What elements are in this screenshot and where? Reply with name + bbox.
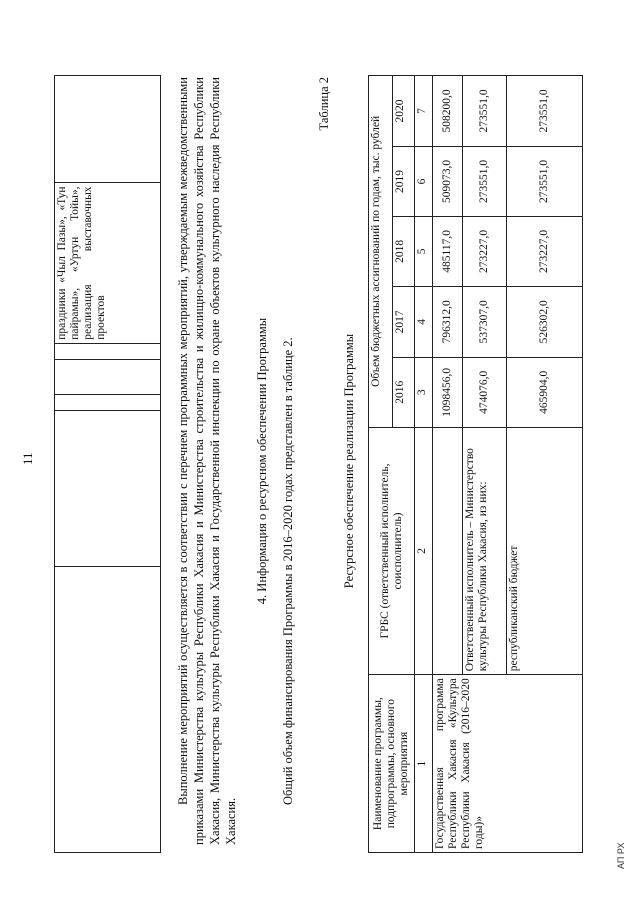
top-cell-1	[55, 567, 161, 853]
value-cell: 526302,0	[507, 286, 583, 357]
header-year: 2016	[393, 357, 415, 427]
value-cell: 537307,0	[463, 286, 507, 357]
value-cell: 273551,0	[463, 76, 507, 147]
column-number: 6	[415, 146, 433, 216]
header-year: 2017	[393, 286, 415, 357]
value-cell: 273551,0	[463, 146, 507, 216]
grbs-cell: республиканский бюджет	[507, 427, 583, 675]
header-budget: Объем бюджетных ассигнований по годам, тыс. рублей	[369, 76, 393, 428]
top-cell-2	[55, 411, 161, 567]
top-cell-7	[55, 76, 161, 183]
page-number: 11	[20, 452, 35, 465]
column-number: 1	[415, 675, 433, 853]
top-cell-5	[55, 343, 161, 359]
paragraph-implementation: Выполнение мероприятий осуществляется в соответствии с перечнем программных мероприятий, утверждаемым межведомственными приказами Министерства культуры Республики Хакасия и Министерства строительства и жилищно-коммунального хозяйства Республики Хакасия, Министерства культуры Республики Хакасия и Государственной инспекции по охране объектов культурного наследия Республики Хакасия.	[176, 77, 238, 845]
side-mark: АП РХ	[616, 842, 626, 869]
header-program-name: Наименование программы, подпрограммы, основного мероприятия	[369, 675, 415, 853]
column-number: 4	[415, 286, 433, 357]
table-title: Ресурсное обеспечение реализации Программы	[342, 333, 356, 589]
value-cell: 474076,0	[463, 357, 507, 427]
column-number: 5	[415, 216, 433, 286]
header-year: 2020	[393, 76, 415, 147]
header-grbs: ГРБС (ответственный исполнитель, соисполнитель)	[369, 427, 415, 675]
grbs-cell: Ответственный исполнитель – Министерство культуры Республики Хакасия, из них:	[463, 427, 507, 675]
paragraph-financing: Общий объем финансирования Программы в 2016–2020 годах представлен в таблице 2.	[281, 337, 295, 805]
table-row	[433, 76, 463, 853]
value-cell: 1098456,0	[433, 357, 463, 427]
column-number: 3	[415, 357, 433, 427]
top-cell-4	[55, 360, 161, 395]
value-cell: 273551,0	[507, 146, 583, 216]
resource-table	[368, 75, 583, 853]
column-number: 2	[415, 427, 433, 675]
column-number: 7	[415, 76, 433, 147]
value-cell: 273227,0	[463, 216, 507, 286]
value-cell: 509073,0	[433, 146, 463, 216]
grbs-cell	[433, 427, 463, 675]
header-year: 2018	[393, 216, 415, 286]
program-name-cell: Государственная программа Республики Хакасия «Культура Республики Хакасия (2016–2020 годы)»	[433, 675, 583, 853]
top-continuation-table	[54, 75, 161, 853]
top-cell-3	[55, 394, 161, 410]
value-cell: 273227,0	[507, 216, 583, 286]
top-cell-events: праздники «Чыл Пазы», «Тун пайрамы», «Уртун Тойы», реализация выставочных проектов	[55, 183, 161, 343]
value-cell: 485117,0	[433, 216, 463, 286]
value-cell: 508200,0	[433, 76, 463, 147]
value-cell: 273551,0	[507, 76, 583, 147]
value-cell: 465904,0	[507, 357, 583, 427]
header-year: 2019	[393, 146, 415, 216]
value-cell: 796312,0	[433, 286, 463, 357]
table-label: Таблица 2	[317, 77, 331, 131]
section-heading: 4. Информация о ресурсном обеспечении Программы	[255, 317, 269, 605]
